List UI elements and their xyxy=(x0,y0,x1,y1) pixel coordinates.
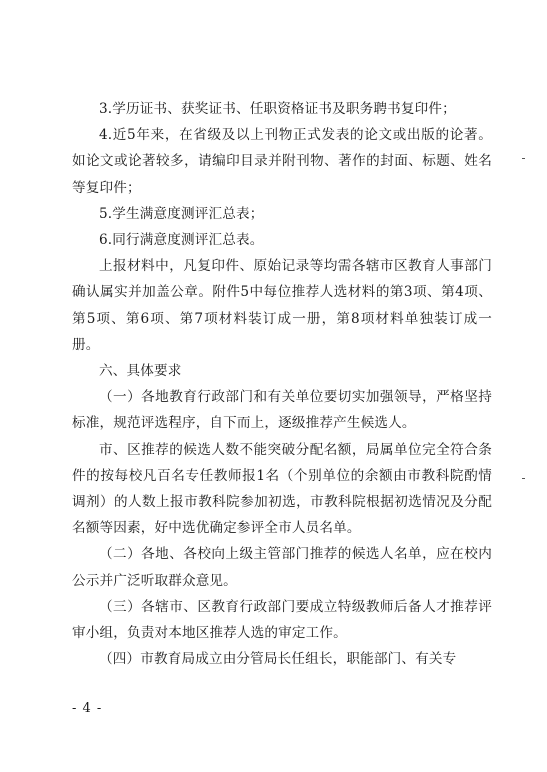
page-number: - 4 - xyxy=(72,701,103,716)
scan-mark xyxy=(522,478,525,479)
paragraph-item-5: 5.学生满意度测评汇总表； xyxy=(99,205,264,222)
paragraph-requirement-3: （三）各辖市、区教育行政部门要成立特级教师后备人才推荐评审小组，负责对本地区推荐人选的审定工作。 xyxy=(72,598,492,642)
paragraph-requirement-4: （四）市教育局成立由分管局长任组长，职能部门、有关专 xyxy=(99,651,457,668)
paragraph-item-6: 6.同行满意度测评汇总表。 xyxy=(99,232,264,249)
paragraph-item-3: 3.学历证书、获奖证书、任职资格证书及职务聘书复印件； xyxy=(99,101,456,117)
section-heading-requirements: 六、具体要求 xyxy=(99,363,182,380)
paragraph-requirement-1: （一）各地教育行政部门和有关单位要切实加强领导，严格坚持标准，规范评选程序，自下而上，逐级推荐产生候选人。 xyxy=(72,389,492,432)
paragraph-requirement-2: （二）各地、各校向上级主管部门推荐的候选人名单，应在校内公示并广泛听取群众意见。 xyxy=(72,546,492,589)
document-body xyxy=(72,96,492,672)
paragraph-quota-note: 市、区推荐的候选人数不能突破分配名额，局属单位完全符合条件的按每校凡百名专任教师报1名（个别单位的余额由市教科院酌情调剂）的人数上报市教科院参加初选，市教科院根据初选情况及分配名额等因素，好中选优确定参评全市人员名单。 xyxy=(72,441,492,537)
paragraph-item-4: 4.近5年来，在省级及以上刊物正式发表的论文或出版的论著。如论文或论著较多，请编印目录并附刊物、著作的封面、标题、姓名等复印件； xyxy=(72,127,492,196)
scan-mark xyxy=(522,158,525,159)
paragraph-submission-note: 上报材料中，凡复印件、原始记录等均需各辖市区教育人事部门确认属实并加盖公章。附件5中每位推荐人选材料的第3项、第4项、第5项、第6项、第7项材料装订成一册，第8项材料单独装订成一册。 xyxy=(72,258,492,353)
